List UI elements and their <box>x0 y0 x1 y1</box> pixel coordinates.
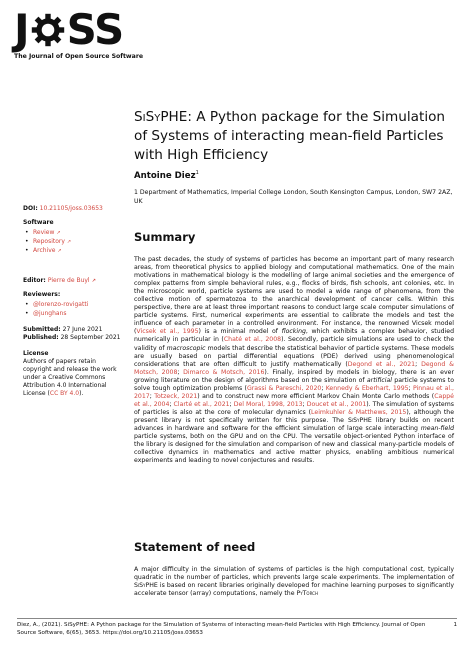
paper-title: SiSyPHE: A Python package for the Simulation of Systems of interacting mean-field Particles with High Efficiency <box>134 109 446 163</box>
software-links <box>23 229 123 255</box>
license-text: Authors of papers retain copyright and release the work under a Creative Commons Attribution 4.0 International License (CC BY 4.0). <box>23 358 117 397</box>
reviewer-link[interactable]: • @junghans <box>33 310 123 318</box>
author-affiliation: 1 Department of Mathematics, Imperial College London, South Kensington Campus, London, SW7 2AZ, UK <box>134 189 453 205</box>
reviewers-list <box>23 301 123 318</box>
footer-citation: Diez, A., (2021). SiSyPHE: A Python package for the Simulation of Systems of interacting mean-field Particles with High Efficiency. Journal of Open Source Software, 6(65), 3653. https://doi.org/10.21105/joss.03653 <box>17 622 426 636</box>
archive-link[interactable]: • Archive ↗ <box>33 247 123 255</box>
external-link-icon: ↗ <box>56 230 61 236</box>
external-link-icon: ↗ <box>91 278 96 284</box>
page-number: 1 <box>453 622 457 628</box>
license-heading: License <box>23 350 49 357</box>
published-date: Published: 28 September 2021 <box>23 334 121 341</box>
license-link[interactable]: CC BY 4.0 <box>49 390 80 397</box>
external-link-icon: ↗ <box>57 248 62 254</box>
summary-text: The past decades, the study of systems of particles has become an important part of many research areas, from theoretical physics to applied biology and computational mathematics. One of the main motivations in mathematical biology is the modelling of large animal societies and the emergence of complex patterns from simple behavioral rules, e.g., flocks of birds, fish schools, ant colonies, etc. In the microscopic world, particle systems are used to model a wide range of phenomena, from the collective motion of spermatozoa to the anarchical development of cancer cells. Within this perspective, there are at least three important reasons to conduct large scale computer simulations of particle systems. First, numerical experiments are essential to calibrate the models and test the influence of each parameter in a controlled environment. For instance, the renowned Vicsek model (Vicsek et al., 1995) is a minimal model of flocking, which exhibits a complex behavior, studied numerically in particular in (Chaté et al., 2008). Secondly, particle simulations are used to check the validity of macroscopic models that describe the statistical behavior of particle systems. These models are usually based on partial differential equations (PDE) derived using phenomenological considerations that are often difficult to justify mathematically (Degond et al., 2021; Degond & Motsch, 2008; Dimarco & Motsch, 2016). Finally, inspired by models in biology, there is an ever growing literature on the design of algorithms based on the simulation of artificial particle systems to solve tough optimization problems (Grassi & Pareschi, 2020; Kennedy & Eberhart, 1995; Pinnau et al., 2017; Totzeck, 2021) and to construct new more efficient Markov Chain Monte Carlo methods (Cappé et al., 2004; Clarté et al., 2021; Del Moral, 1998, 2013; Doucet et al., 2001). The simulation of systems of particles is also at the core of molecular dynamics (Leimkuhler & Matthews, 2015), although the present library is not specifically written for this purpose. The SiSyPHE library builds on recent advances in hardware and software for the efficient simulation of large scale interacting mean-field particle systems, both on the GPU and on the CPU. The versatile object-oriented Python interface of the library is designed for the simulation and comparison of new and classical many-particle models of collective dynamics in mathematics and active matter physics, enabling ambitious numerical experiments and leading to novel conjectures and results. <box>134 256 455 465</box>
reviewer-link[interactable]: • @lorenzo-rovigatti <box>33 301 123 309</box>
summary-heading: Summary <box>134 230 196 244</box>
doi-link[interactable]: 10.21105/joss.03653 <box>39 205 103 212</box>
logo-wordmark: J SS <box>14 5 124 54</box>
software-heading: Software <box>23 219 54 226</box>
logo-subtitle: The Journal of Open Source Software <box>14 53 144 60</box>
joss-logo <box>14 5 144 60</box>
statement-text: A major difficulty in the simulation of systems of particles is the high computational cost, typically quadratic in the number of particles, which prevents large scale experiments. The implementation of SiSyPHE is based on recent libraries originally developed for machine learning purposes to significantly accelerate tensor (array) computations, namely the PyTorch <box>134 566 454 598</box>
editor-link[interactable]: Pierre de Buyl <box>47 277 90 284</box>
gear-logo-icon <box>30 12 66 48</box>
review-link[interactable]: • Review ↗ <box>33 229 123 237</box>
reviewers-heading: Reviewers: <box>23 291 61 298</box>
submitted-date: Submitted: 27 June 2021 <box>23 326 103 333</box>
sidebar: DOI: 10.21105/joss.03653 Software • Review ↗ • Repository ↗ • Archive ↗ Editor: Pierre de Buyl ↗ Reviewers: • @lorenzo-rovigatti • @junghans Submitted: 27 June 2021 Published: 28 September 2021 License Authors of papers retain copyright and release the work under a Creative Commons Attribution 4.0 International License (CC BY 4.0). <box>23 205 123 398</box>
author-name: Antoine Diez$^1$ <box>134 170 199 181</box>
page-footer <box>17 618 457 637</box>
statement-heading: Statement of need <box>134 540 256 554</box>
external-link-icon: ↗ <box>66 239 72 245</box>
repository-link[interactable]: • Repository ↗ <box>33 238 123 246</box>
